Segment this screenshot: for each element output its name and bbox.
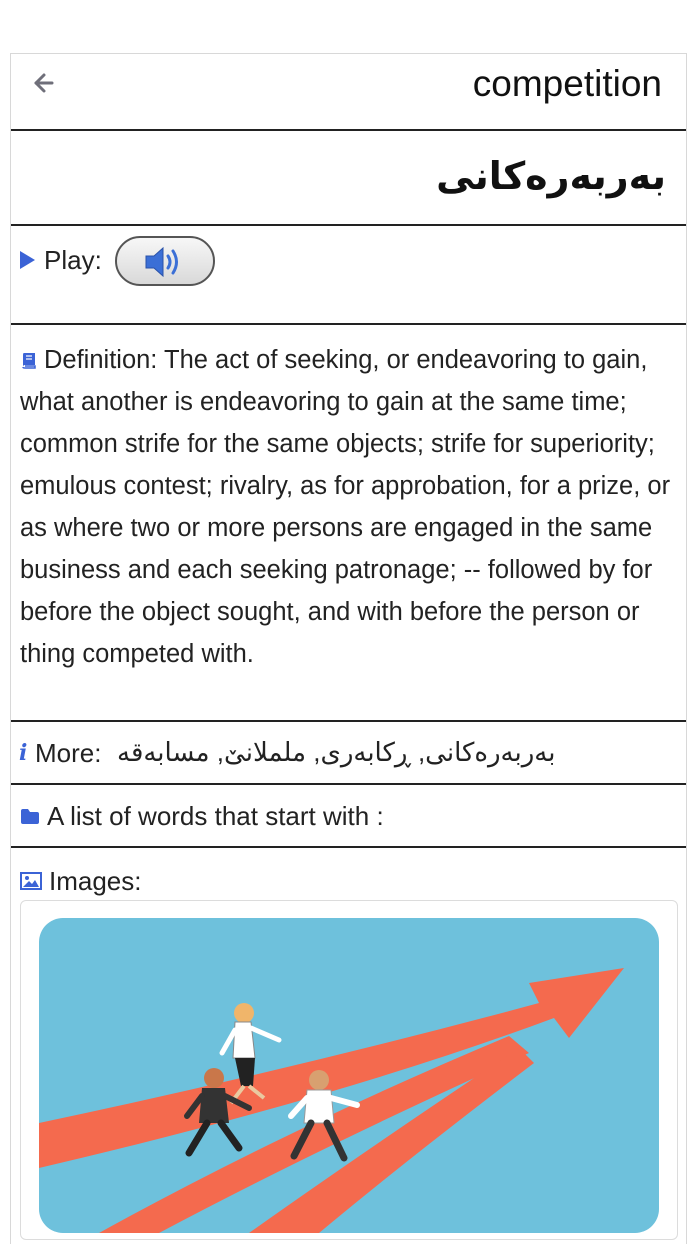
book-icon <box>20 351 38 369</box>
image-icon <box>20 872 42 890</box>
images-section <box>11 848 686 1248</box>
definition-section <box>11 325 686 719</box>
definition-label: Definition: <box>44 346 158 374</box>
play-triangle-icon <box>20 251 35 269</box>
play-audio-button[interactable] <box>115 236 215 286</box>
more-section <box>11 722 686 783</box>
more-words: بەربەرەکانی, ڕکابەری, ململانێ, مسابەقە <box>117 737 556 767</box>
start-with-section[interactable] <box>11 785 686 846</box>
more-label: More: <box>35 738 102 768</box>
competition-illustration <box>39 918 659 1233</box>
folder-icon <box>20 808 40 825</box>
image-card[interactable] <box>20 900 678 1240</box>
arrow-left-icon[interactable] <box>33 72 55 94</box>
translation-word: بەربەرەکانی <box>436 156 666 198</box>
info-icon: i <box>19 740 28 766</box>
definition-paragraph <box>20 339 678 675</box>
definition-text: The act of seeking, or endeavoring to gain, what another is endeavoring to gain at the same time; common strife for the same objects; strife for superiority; emulous contest; rivalry, as for approbation, for a prize, or as where two or more persons are engaged in the same business and each seeking patronage; -- followed by for before the object sought, and with before the person or thing competed with. <box>20 346 671 668</box>
header <box>11 54 686 129</box>
play-label: Play: <box>44 245 102 275</box>
speaker-icon <box>143 244 189 280</box>
page-title: competition <box>472 63 662 104</box>
images-label: Images: <box>49 866 142 896</box>
translation-section <box>11 131 686 224</box>
start-with-label: A list of words that start with : <box>47 801 384 831</box>
play-section <box>11 226 686 323</box>
content-frame <box>10 53 687 1244</box>
